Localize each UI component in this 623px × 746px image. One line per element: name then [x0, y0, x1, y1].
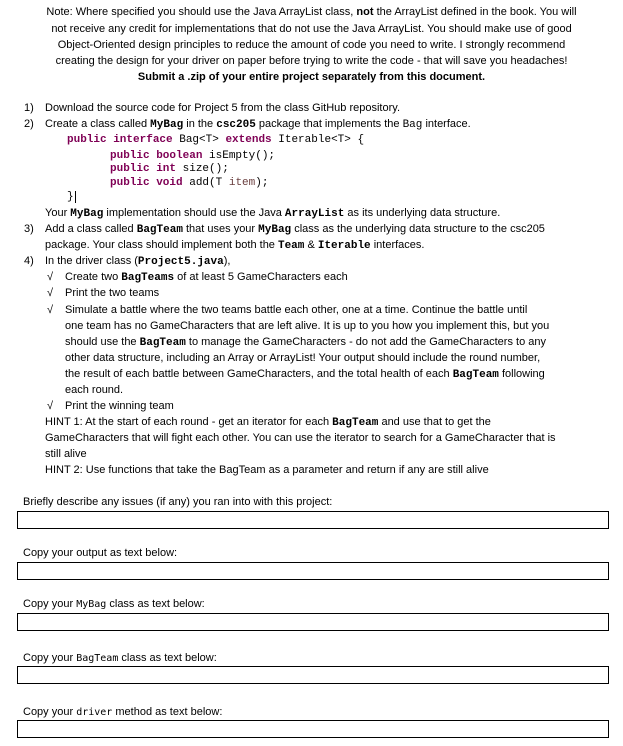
- code: }: [67, 191, 74, 203]
- text: Print the winning team: [65, 400, 174, 412]
- note-line: [0, 4, 623, 20]
- item-3-cont: [45, 237, 424, 254]
- keyword: extends: [225, 134, 272, 146]
- emphasis-not: not: [356, 6, 374, 18]
- text: following: [498, 368, 545, 380]
- subitem-cont: [65, 334, 546, 351]
- code-bagteam: BagTeam: [452, 369, 499, 381]
- item-3: [45, 221, 545, 238]
- text: the result of each battle between GameCharacters, and the total health of each: [65, 368, 453, 380]
- text: package that implements the: [255, 118, 403, 130]
- text: Create a class called: [45, 118, 151, 130]
- hint-1-cont: GameCharacters that will fight each other. You can use the iterator to search for a GameCharacter that is: [45, 432, 556, 444]
- subitem-cont: each round.: [65, 384, 124, 396]
- item-2-note: [45, 205, 500, 222]
- code-mybag: MyBag: [150, 119, 184, 131]
- text: Simulate a battle where the two teams battle each other, one at a time. Continue the battle until: [65, 304, 528, 316]
- text: ),: [223, 255, 231, 267]
- subitem-cont: one team has no GameCharacters that are left alive. It is up to you how you implement this, but you: [65, 320, 550, 332]
- code-line: [110, 175, 268, 191]
- note-line: creating the design for your driver on paper before trying to write the code - that will save you headaches!: [55, 55, 568, 67]
- mybag-answer-box[interactable]: [17, 613, 609, 631]
- keyword: public void: [110, 177, 183, 189]
- code-mybag: MyBag: [70, 208, 104, 220]
- text: as its underlying data structure.: [344, 207, 501, 219]
- text: package. Your class should implement both the: [45, 239, 278, 251]
- issues-label: Briefly describe any issues (if any) you ran into with this project:: [23, 496, 333, 508]
- text: Create two: [65, 271, 122, 283]
- code-line: [67, 189, 76, 205]
- text: implementation should use the Java: [103, 207, 285, 219]
- bagteam-label: [23, 651, 217, 666]
- text: the ArrayList defined in the book. You will: [373, 6, 577, 18]
- bagteam-answer-box[interactable]: [17, 666, 609, 684]
- code-mybag: MyBag: [76, 599, 107, 610]
- keyword: public interface: [67, 134, 173, 146]
- code-arraylist: ArrayList: [284, 208, 345, 220]
- checkmark-icon: √: [47, 271, 54, 283]
- text: interface.: [422, 118, 471, 130]
- text: In the driver class (: [45, 255, 138, 267]
- item-number: 2): [24, 118, 34, 130]
- text: class as the underlying data structure to the csc205: [291, 223, 545, 235]
- issues-answer-box[interactable]: [17, 511, 609, 529]
- text: and use that to get the: [378, 416, 491, 428]
- text: HINT 1: At the start of each round - get an iterator for each: [45, 416, 333, 428]
- text: Add a class called: [45, 223, 137, 235]
- checkmark-icon: √: [47, 287, 54, 299]
- hint-1: [45, 414, 491, 431]
- hint-1-cont: still alive: [45, 448, 87, 460]
- mybag-label: [23, 597, 205, 612]
- subitem: [47, 302, 527, 318]
- note-line: Object-Oriented design principles to reduce the amount of code you need to write. I strongly recommend: [57, 39, 566, 51]
- code-filename: Project5.java: [137, 256, 224, 268]
- subitem: [47, 269, 348, 286]
- item-number: 3): [24, 223, 34, 235]
- subitem-cont: other data structure, including an Array or ArrayList! Your output should include the round number,: [65, 352, 541, 364]
- checkmark-icon: √: [47, 400, 54, 412]
- code-mybag: MyBag: [258, 224, 292, 236]
- text: that uses your: [182, 223, 259, 235]
- text: class as text below:: [106, 598, 205, 610]
- item-4: [45, 253, 230, 270]
- keyword: public int: [110, 163, 177, 175]
- subitem: [47, 398, 174, 414]
- text-cursor: [75, 191, 76, 203]
- text: to manage the GameCharacters - do not add the GameCharacters to any: [185, 336, 546, 348]
- code-line: [67, 132, 364, 148]
- subitem: [47, 285, 159, 301]
- output-answer-box[interactable]: [17, 562, 609, 580]
- code-bagteam: BagTeam: [136, 224, 183, 236]
- checkmark-icon: √: [47, 304, 54, 316]
- text: of at least 5 GameCharacters each: [174, 271, 348, 283]
- text: interfaces.: [370, 239, 425, 251]
- keyword: public boolean: [110, 150, 203, 162]
- submit-instruction: Submit a .zip of your entire project separately from this document.: [137, 71, 486, 83]
- text: Note: Where specified you should use the Java ArrayList class,: [46, 6, 357, 18]
- output-label: Copy your output as text below:: [23, 547, 178, 559]
- hint-2: HINT 2: Use functions that take the BagTeam as a parameter and return if any are still alive: [45, 464, 489, 476]
- item-number: 4): [24, 255, 34, 267]
- driver-label: [23, 705, 222, 720]
- code-team: Team: [277, 240, 305, 252]
- param: item: [228, 177, 256, 189]
- note-line: not receive any credit for implementations that do not use the Java ArrayList. You should make use of good: [51, 23, 572, 35]
- code-bagteams: BagTeams: [121, 272, 175, 284]
- code-bagteam: BagTeam: [332, 417, 379, 429]
- driver-answer-box[interactable]: [17, 720, 609, 738]
- item-1: Download the source code for Project 5 from the class GitHub repository.: [45, 102, 401, 114]
- code: size();: [176, 163, 229, 175]
- subitem-cont: [65, 366, 545, 383]
- code-bag: Bag: [402, 119, 423, 131]
- text: method as text below:: [112, 706, 223, 718]
- code: isEmpty();: [202, 150, 276, 162]
- code: Iterable<T> {: [271, 134, 365, 146]
- code: Bag<T>: [172, 134, 226, 146]
- code: );: [255, 177, 269, 189]
- code-bagteam: BagTeam: [139, 337, 186, 349]
- code-bagteam: BagTeam: [76, 653, 119, 664]
- text: Copy your: [23, 706, 77, 718]
- text: in the: [183, 118, 217, 130]
- code-package: csc205: [216, 119, 256, 131]
- item-2: [45, 116, 471, 133]
- text: Copy your: [23, 598, 77, 610]
- text: Your: [45, 207, 71, 219]
- text: class as text below:: [118, 652, 217, 664]
- text: &: [304, 239, 318, 251]
- item-number: 1): [24, 102, 34, 114]
- code-iterable: Iterable: [317, 240, 371, 252]
- code-driver: driver: [76, 707, 113, 718]
- text: Print the two teams: [65, 287, 160, 299]
- text: Copy your: [23, 652, 77, 664]
- code: add(T: [182, 177, 229, 189]
- text: should use the: [65, 336, 140, 348]
